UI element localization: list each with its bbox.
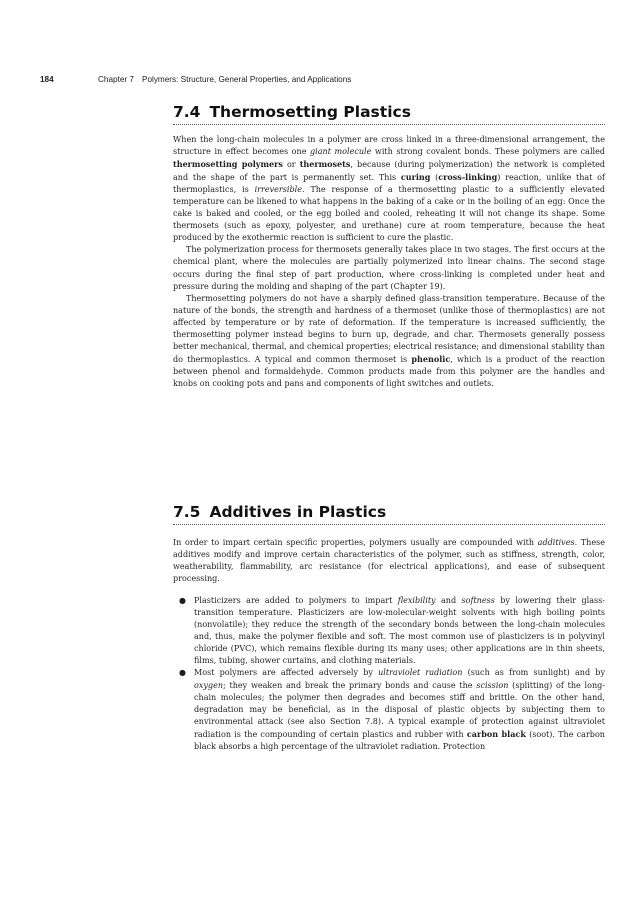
section-7-4-body [173, 134, 605, 390]
paragraph: When the long-chain molecules in a polymer are cross linked in a three-dimensional arrangement, the structure in effect becomes one giant molecule with strong covalent bonds. These polymers are called thermosetting polymers or thermosets, because (during polymerization) the network is completed and the shape of the part is permanently set. This curing (cross-linking) reaction, unlike that of thermoplastics, is irreversible. The response of a thermosetting plastic to a sufficiently elevated temperature can be likened to what happens in the baking of a cake or in the boiling of an egg: Once the cake is baked and cooled, or the egg boiled and cooled, reheating it will not change its shape. Some thermosets (such as epoxy, polyester, and urethane) cure at room temperature, because the heat produced by the exothermic reaction is sufficient to cure the plastic. [173, 135, 606, 243]
list-item: ● Plasticizers are added to polymers to impart flexibility and softness by lowering their glass-transition temperature. Plasticizers are low-molecular-weight solvents with high boiling points (nonvolatile); they reduce the strength of the secondary bonds between the long-chain molecules and, thus, make the polymer flexible and soft. The most common use of plasticizers is in polyvinyl chloride (PVC), which remains flexible during its many uses; other applications are in thin sheets, films, tubing, shower curtains, and clothing materials. [179, 596, 606, 666]
chapter-title: Polymers: Structure, General Properties, and Applications [142, 75, 352, 84]
bullet-icon: ● [179, 668, 186, 678]
page-number: 184 [40, 75, 54, 84]
additives-list [173, 595, 605, 753]
section-number: 7.5 [173, 503, 201, 521]
section-title: Additives in Plastics [209, 503, 387, 521]
paragraph: The polymerization process for thermosets generally takes place in two stages. The first occurs at the chemical plant, where the molecules are partially polymerized into linear chains. The second stage occurs during the final step of part production, where cross-linking is completed under heat and pressure during the molding and shaping of the part (Chapter 19). [173, 245, 605, 291]
chapter-label: Chapter 7 [98, 75, 134, 84]
section-title: Thermosetting Plastics [209, 103, 411, 121]
bullet-icon: ● [179, 596, 186, 606]
paragraph: Thermosetting polymers do not have a sharply defined glass-transition temperature. Because of the nature of the bonds, the strength and hardness of a thermoset (unlike those of thermoplastics) are not affected by temperature or by rate of deformation. If the temperature is increased sufficiently, the thermosetting polymer instead begins to burn up, degrade, and char. Thermosets generally possess better mechanical, thermal, and chemical properties; electrical resistance; and dimensional stability than do thermoplastics. A typical and common thermoset is phenolic, which is a product of the reaction between phenol and formaldehyde. Common products made from this polymer are the handles and knobs on cooking pots and pans and components of light switches and outlets. [173, 293, 606, 388]
list-item: ● Most polymers are affected adversely by ultraviolet radiation (such as from sunlight) and by oxygen; they weaken and break the primary bonds and cause the scission (splitting) of the long-chain molecules; the polymer then degrades and becomes stiff and brittle. On the other hand, degradation may be beneficial, as in the disposal of plastic objects by subjecting them to environmental attack (see also Section 7.8). A typical example of protection against ultraviolet radiation is the compounding of certain plastics and rubber with carbon black (soot). The carbon black absorbs a high percentage of the ultraviolet radiation. Protection [179, 668, 605, 751]
section-number: 7.4 [173, 103, 201, 121]
paragraph: In order to impart certain specific properties, polymers usually are compounded with additives. These additives modify and improve certain characteristics of the polymer, such as stiffness, strength, color, weatherability, flammability, arc resistance (for electrical applications), and ease of subsequent processing. [173, 538, 605, 584]
section-7-5-body [173, 537, 605, 753]
section-heading-7-5 [173, 503, 605, 525]
section-heading-7-4 [173, 103, 605, 125]
